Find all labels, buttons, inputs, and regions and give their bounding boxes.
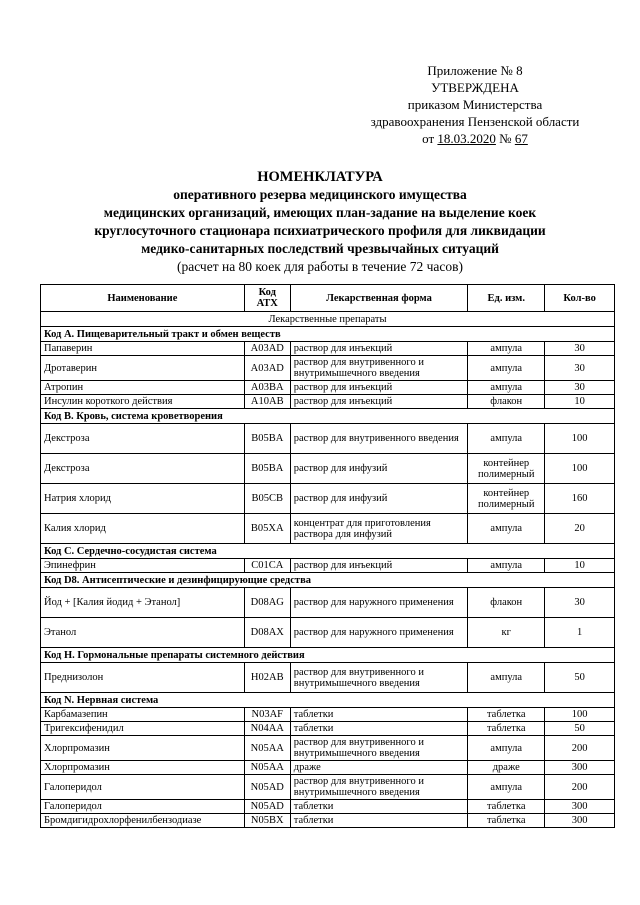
- cell-quantity: 100: [545, 454, 615, 484]
- header-quantity: Кол-во: [545, 285, 615, 312]
- cell-unit: флакон: [468, 588, 545, 618]
- group-row: [41, 409, 615, 424]
- number-sign: №: [499, 131, 512, 146]
- cell-dosage-form: драже: [290, 761, 468, 775]
- cell-quantity: 160: [545, 484, 615, 514]
- cell-unit: флакон: [468, 395, 545, 409]
- cell-unit: таблетка: [468, 708, 545, 722]
- cell-dosage-form: раствор для инъекций: [290, 559, 468, 573]
- cell-atx-code: D08AX: [244, 618, 290, 648]
- cell-name: Натрия хлорид: [41, 484, 245, 514]
- table-row: [41, 663, 615, 693]
- table-row: [41, 484, 615, 514]
- table-row: [41, 454, 615, 484]
- cell-unit: ампула: [468, 559, 545, 573]
- cell-atx-code: A10AB: [244, 395, 290, 409]
- cell-dosage-form: раствор для внутривенного введения: [290, 424, 468, 454]
- cell-name: Атропин: [41, 381, 245, 395]
- table-row: [41, 356, 615, 381]
- cell-atx-code: C01CA: [244, 559, 290, 573]
- section-title: Лекарственные препараты: [41, 312, 615, 327]
- cell-quantity: 100: [545, 424, 615, 454]
- table-row: [41, 381, 615, 395]
- group-row: [41, 327, 615, 342]
- cell-dosage-form: раствор для инфузий: [290, 484, 468, 514]
- cell-quantity: 50: [545, 663, 615, 693]
- table-row: [41, 775, 615, 800]
- table-row: [41, 514, 615, 544]
- cell-atx-code: N05AA: [244, 761, 290, 775]
- cell-quantity: 1: [545, 618, 615, 648]
- cell-dosage-form: таблетки: [290, 708, 468, 722]
- cell-quantity: 10: [545, 559, 615, 573]
- cell-atx-code: B05XA: [244, 514, 290, 544]
- group-title: Код N. Нервная система: [41, 693, 615, 708]
- title-line-2: оперативного резерва медицинского имущества: [173, 187, 467, 202]
- table-row: [41, 736, 615, 761]
- group-row: [41, 573, 615, 588]
- cell-name: Галоперидол: [41, 800, 245, 814]
- cell-unit: ампула: [468, 663, 545, 693]
- cell-dosage-form: раствор для инфузий: [290, 454, 468, 484]
- group-row: [41, 648, 615, 663]
- header-name: Наименование: [41, 285, 245, 312]
- title-line-5: медико-санитарных последствий чрезвычайных ситуаций: [141, 241, 499, 256]
- cell-name: Эпинефрин: [41, 559, 245, 573]
- cell-quantity: 30: [545, 342, 615, 356]
- cell-atx-code: B05CB: [244, 484, 290, 514]
- cell-atx-code: N04AA: [244, 722, 290, 736]
- cell-unit: таблетка: [468, 800, 545, 814]
- cell-name: Декстроза: [41, 424, 245, 454]
- order-date-line: [340, 130, 610, 147]
- cell-quantity: 30: [545, 588, 615, 618]
- table-row: [41, 814, 615, 828]
- table-row: [41, 761, 615, 775]
- cell-name: Папаверин: [41, 342, 245, 356]
- cell-quantity: 100: [545, 708, 615, 722]
- group-title: Код В. Кровь, система кроветворения: [41, 409, 615, 424]
- cell-quantity: 50: [545, 722, 615, 736]
- cell-dosage-form: раствор для наружного применения: [290, 618, 468, 648]
- cell-quantity: 30: [545, 381, 615, 395]
- cell-name: Этанол: [41, 618, 245, 648]
- cell-name: Бромдигидрохлорфенилбензодиазе: [41, 814, 245, 828]
- from-label: от: [422, 131, 435, 146]
- cell-dosage-form: раствор для инъекций: [290, 381, 468, 395]
- approval-block: [340, 62, 610, 147]
- cell-unit: таблетка: [468, 814, 545, 828]
- cell-dosage-form: таблетки: [290, 722, 468, 736]
- group-row: [41, 544, 615, 559]
- document-title: [20, 168, 620, 276]
- cell-quantity: 300: [545, 761, 615, 775]
- group-row: [41, 693, 615, 708]
- header-unit: Ед. изм.: [468, 285, 545, 312]
- cell-atx-code: N03AF: [244, 708, 290, 722]
- table-row: [41, 708, 615, 722]
- section-row: [41, 312, 615, 327]
- cell-unit: контейнер полимерный: [468, 454, 545, 484]
- order-number: 67: [514, 131, 528, 146]
- cell-quantity: 20: [545, 514, 615, 544]
- cell-atx-code: N05BX: [244, 814, 290, 828]
- title-line-4: круглосуточного стационара психиатрического профиля для ликвидации: [94, 223, 546, 238]
- cell-atx-code: H02AB: [244, 663, 290, 693]
- order-of-ministry: приказом Министерства: [407, 97, 543, 112]
- cell-atx-code: N05AD: [244, 775, 290, 800]
- order-date: 18.03.2020: [437, 131, 496, 146]
- cell-dosage-form: раствор для наружного применения: [290, 588, 468, 618]
- title-calculation: (расчет на 80 коек для работы в течение 72 часов): [176, 259, 464, 274]
- cell-name: Декстроза: [41, 454, 245, 484]
- group-title: Код D8. Антисептические и дезинфицирующие средства: [41, 573, 615, 588]
- cell-name: Калия хлорид: [41, 514, 245, 544]
- cell-quantity: 300: [545, 800, 615, 814]
- group-title: Код Н. Гормональные препараты системного действия: [41, 648, 615, 663]
- table-row: [41, 559, 615, 573]
- title-main: НОМЕНКЛАТУРА: [257, 169, 383, 185]
- cell-unit: ампула: [468, 424, 545, 454]
- ministry-name: здравоохранения Пензенской области: [370, 114, 580, 129]
- cell-dosage-form: раствор для внутривенного и внутримышечного введения: [290, 356, 468, 381]
- cell-name: Преднизолон: [41, 663, 245, 693]
- cell-dosage-form: раствор для внутривенного и внутримышечного введения: [290, 663, 468, 693]
- cell-unit: контейнер полимерный: [468, 484, 545, 514]
- cell-unit: ампула: [468, 736, 545, 761]
- cell-unit: таблетка: [468, 722, 545, 736]
- cell-atx-code: A03AD: [244, 356, 290, 381]
- table-row: [41, 722, 615, 736]
- table-row: [41, 395, 615, 409]
- cell-atx-code: A03BA: [244, 381, 290, 395]
- cell-atx-code: B05BA: [244, 454, 290, 484]
- header-atx-code: Код АТХ: [244, 285, 290, 312]
- appendix-number: Приложение № 8: [427, 63, 523, 78]
- title-line-3: медицинских организаций, имеющих план-задание на выделение коек: [103, 205, 537, 220]
- group-title: Код С. Сердечно-сосудистая система: [41, 544, 615, 559]
- cell-name: Инсулин короткого действия: [41, 395, 245, 409]
- cell-dosage-form: таблетки: [290, 814, 468, 828]
- cell-unit: кг: [468, 618, 545, 648]
- table-row: [41, 800, 615, 814]
- cell-unit: ампула: [468, 775, 545, 800]
- table-row: [41, 588, 615, 618]
- cell-atx-code: N05AA: [244, 736, 290, 761]
- cell-name: Галоперидол: [41, 775, 245, 800]
- cell-quantity: 200: [545, 775, 615, 800]
- cell-name: Хлорпромазин: [41, 736, 245, 761]
- cell-atx-code: D08AG: [244, 588, 290, 618]
- cell-dosage-form: раствор для инъекций: [290, 342, 468, 356]
- table-row: [41, 618, 615, 648]
- cell-quantity: 10: [545, 395, 615, 409]
- cell-quantity: 30: [545, 356, 615, 381]
- nomenclature-table: [40, 284, 615, 828]
- cell-dosage-form: концентрат для приготовления раствора для инфузий: [290, 514, 468, 544]
- group-title: Код А. Пищеварительный тракт и обмен веществ: [41, 327, 615, 342]
- cell-dosage-form: раствор для инъекций: [290, 395, 468, 409]
- cell-dosage-form: раствор для внутривенного и внутримышечного введения: [290, 775, 468, 800]
- table-row: [41, 342, 615, 356]
- cell-name: Хлорпромазин: [41, 761, 245, 775]
- cell-dosage-form: таблетки: [290, 800, 468, 814]
- cell-atx-code: B05BA: [244, 424, 290, 454]
- cell-unit: ампула: [468, 514, 545, 544]
- cell-name: Карбамазепин: [41, 708, 245, 722]
- cell-unit: ампула: [468, 342, 545, 356]
- cell-atx-code: N05AD: [244, 800, 290, 814]
- cell-name: Йод + [Калия йодид + Этанол]: [41, 588, 245, 618]
- cell-name: Дротаверин: [41, 356, 245, 381]
- cell-dosage-form: раствор для внутривенного и внутримышечного введения: [290, 736, 468, 761]
- cell-name: Тригексифенидил: [41, 722, 245, 736]
- cell-atx-code: A03AD: [244, 342, 290, 356]
- table-header-row: [41, 285, 615, 312]
- table-row: [41, 424, 615, 454]
- approved-label: УТВЕРЖДЕНА: [431, 80, 519, 95]
- cell-unit: ампула: [468, 356, 545, 381]
- cell-unit: драже: [468, 761, 545, 775]
- cell-quantity: 300: [545, 814, 615, 828]
- cell-quantity: 200: [545, 736, 615, 761]
- cell-unit: ампула: [468, 381, 545, 395]
- header-dosage-form: Лекарственная форма: [290, 285, 468, 312]
